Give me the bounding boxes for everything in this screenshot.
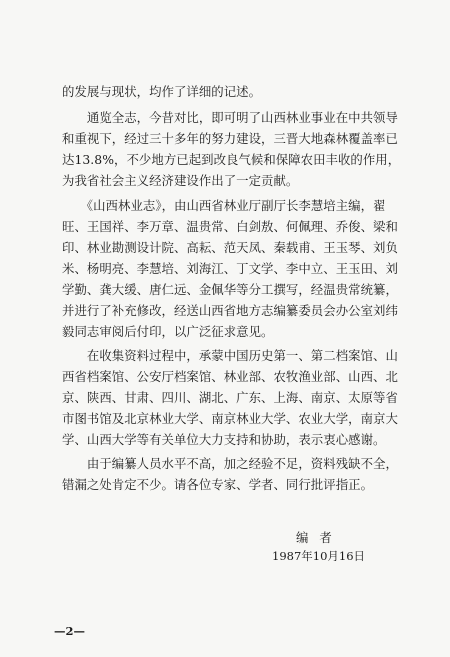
text-line: 并进行了补充修改，经送山西省地方志编纂委员会办公室刘纬 [62,303,398,318]
page-number: —2— [54,624,86,638]
text-line: 《山西林业志》，由山西省林业厅副厅长李慧培主编，翟 [62,198,386,213]
text-line: 旺、王国祥、李万章、温贵常、白剑敖、何佩理、乔俊、梁和 [62,219,398,234]
text-line: 由于编纂人员水平不高，加之经验不足，资料残缺不全， [62,456,398,471]
text-line: 在收集资料过程中，承蒙中国历史第一、第二档案馆、山 [62,348,398,363]
text-line: 学、山西大学等有关单位大力支持和协助，表示衷心感谢。 [62,432,386,447]
text-line: 米、杨明亮、李慧培、刘海江、丁文学、李中立、王玉田、刘 [62,261,398,276]
text-line: 印、林业勘测设计院、高耘、范天凤、秦载甫、王玉琴、刘负 [62,240,398,255]
text-line: 通览全志，今昔对比，即可明了山西林业事业在中共领导 [62,110,398,125]
text-line: 和重视下，经过三十多年的努力建设，三晋大地森林覆盖率已 [62,131,398,146]
text-line: 达13.8%，不少地方已起到改良气候和保障农田丰收的作用， [62,152,401,167]
text-line: 京、陕西、甘肃、四川、湖北、广东、上海、南京、太原等省 [62,390,398,405]
text-line: 毅同志审阅后付印，以广泛征求意见。 [62,324,274,339]
editor-signature: 编者 [296,530,343,545]
text-line: 为我省社会主义经济建设作出了一定贡献。 [62,173,299,188]
text-line: 错漏之处肯定不少。请各位专家、学者、同行批评指正。 [62,477,374,492]
text-line: 市图书馆及北京林业大学、南京林业大学、农业大学，南京大 [62,411,398,426]
text-line: 的发展与现状，均作了详细的记述。 [62,84,262,99]
text-line: 西省档案馆、公安厅档案馆、林业部、农牧渔业部、山西、北 [62,369,398,384]
text-line: 学勤、龚大缓、唐仁远、金佩华等分工撰写，经温贵常统纂， [62,282,398,297]
signature-date: 1987年10月16日 [272,549,366,563]
